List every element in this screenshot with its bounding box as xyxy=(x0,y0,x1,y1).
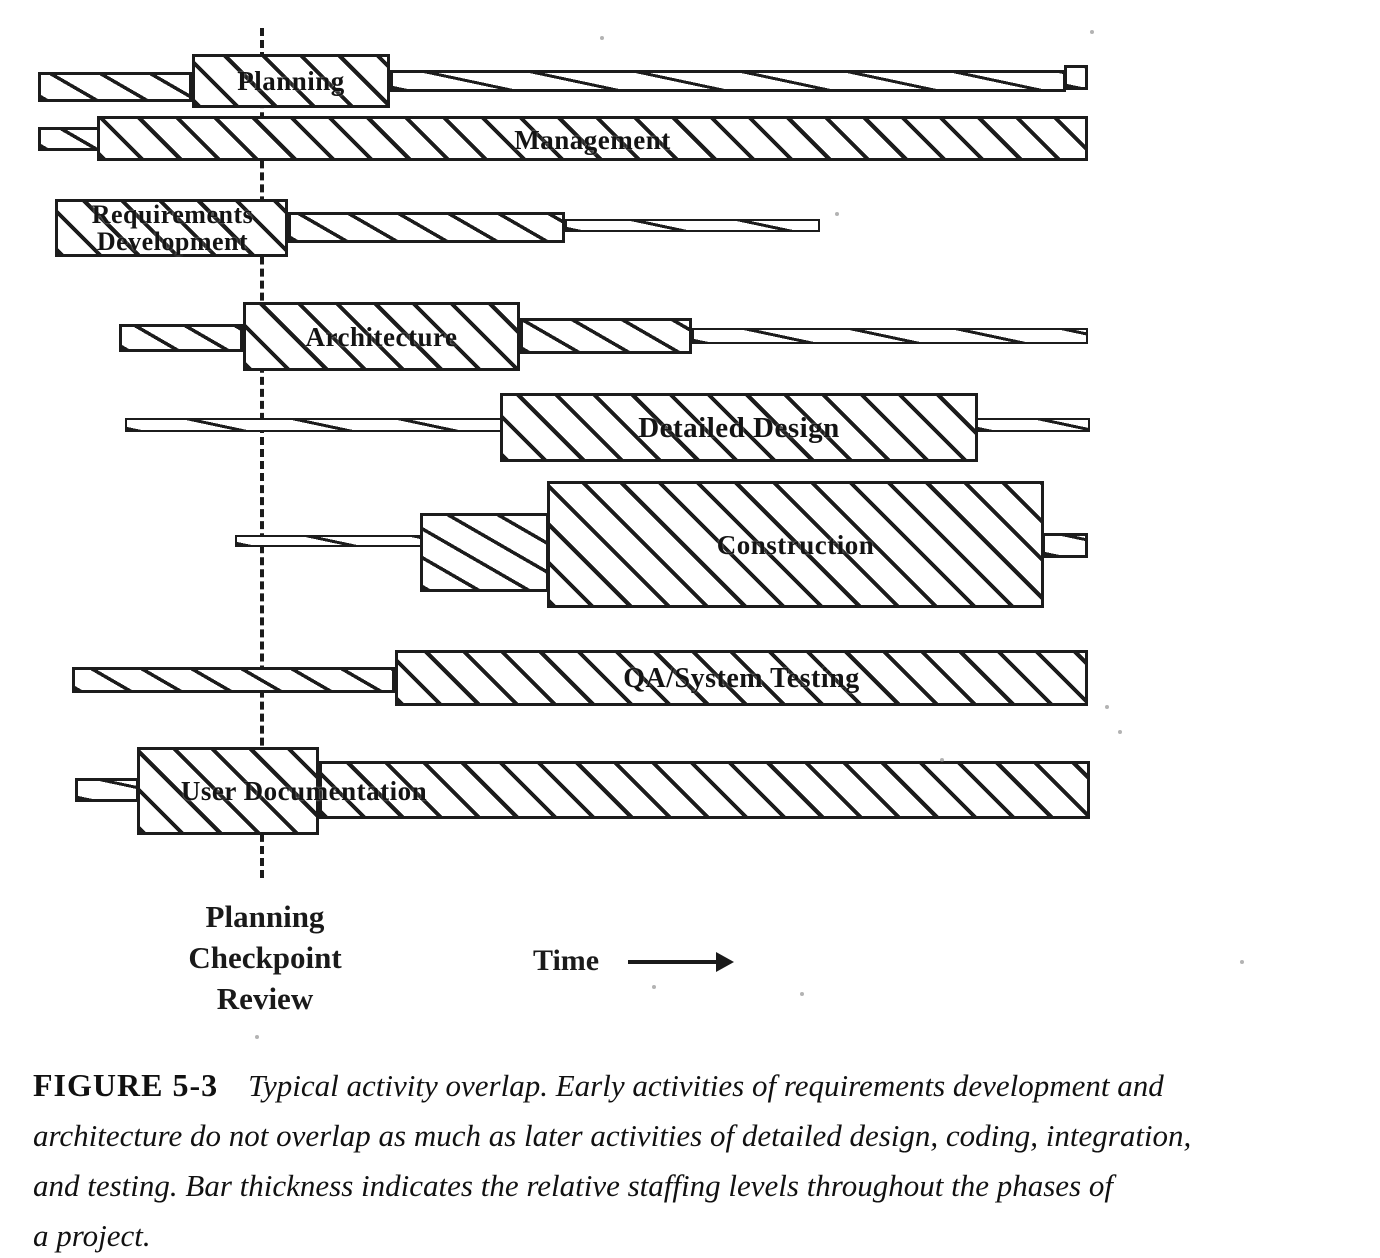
figure-number: FIGURE 5-3 xyxy=(33,1067,219,1103)
activity-label-detailed-design: Detailed Design xyxy=(638,412,840,444)
scan-speck xyxy=(600,36,604,40)
bar-segment xyxy=(125,418,502,432)
activity-label-management: Management xyxy=(514,125,671,155)
bar-segment xyxy=(75,778,139,802)
bar-segment xyxy=(38,72,192,102)
scan-speck xyxy=(940,758,944,762)
scan-speck xyxy=(1240,960,1244,964)
scan-speck xyxy=(1090,30,1094,34)
activity-label-construction: Construction xyxy=(716,530,875,560)
scan-speck xyxy=(835,212,839,216)
bar-segment xyxy=(288,212,565,243)
time-arrow-head-icon xyxy=(716,952,734,972)
activity-label-architecture: Architecture xyxy=(305,322,458,352)
bar-segment xyxy=(520,318,692,354)
planning-checkpoint-review-label xyxy=(150,896,380,1019)
checkpoint-label-line: Checkpoint xyxy=(188,940,342,975)
scan-speck xyxy=(1118,730,1122,734)
caption-line: a project. xyxy=(33,1218,151,1253)
activity-label-requirements-development: Requirements Development xyxy=(91,200,254,256)
scan-speck xyxy=(800,992,804,996)
scan-speck xyxy=(1105,705,1109,709)
caption-line xyxy=(33,1060,1365,1111)
bar-segment xyxy=(72,667,395,693)
bar-segment xyxy=(692,328,1088,344)
activity-label-qa-system-testing: QA/System Testing xyxy=(623,663,860,694)
scan-speck xyxy=(652,985,656,989)
time-arrow-shaft xyxy=(628,960,718,964)
scan-speck xyxy=(255,1035,259,1039)
bar-segment xyxy=(390,70,1066,92)
bar-segment xyxy=(420,513,549,592)
caption-text: Typical activity overlap. Early activities of requirements development and xyxy=(248,1068,1164,1103)
activity-label-planning: Planning xyxy=(237,66,345,96)
caption-line: architecture do not overlap as much as later activities of detailed design, coding, integration, xyxy=(33,1118,1192,1153)
bar-segment xyxy=(235,535,422,547)
bar-segment xyxy=(38,127,100,151)
bar-segment xyxy=(976,418,1090,432)
bar-segment xyxy=(565,219,820,232)
bar-segment xyxy=(1042,533,1088,558)
bar-segment xyxy=(119,324,243,352)
bar-segment xyxy=(1064,65,1088,90)
caption-line: and testing. Bar thickness indicates the relative staffing levels throughout the phases of xyxy=(33,1168,1113,1203)
time-axis-label: Time xyxy=(533,944,600,977)
checkpoint-label-line: Planning xyxy=(205,899,325,934)
time-axis xyxy=(533,944,599,980)
checkpoint-label-line: Review xyxy=(216,981,314,1016)
activity-label-user-documentation: User Documentation xyxy=(180,776,428,806)
figure-caption xyxy=(33,1060,1365,1258)
